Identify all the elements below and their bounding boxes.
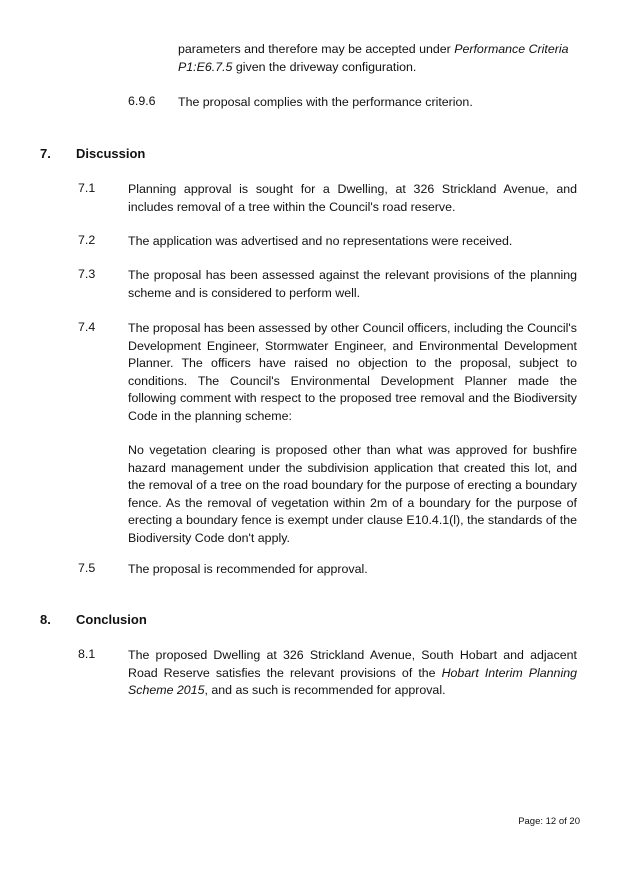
planning-scheme-reference: Hobart Interim Planning Scheme 2015 — [128, 665, 577, 697]
item-number-7-2: 7.2 — [78, 233, 96, 247]
item-text-8-1 — [128, 647, 577, 700]
continuation-text-end: given the driveway configuration. — [232, 59, 417, 74]
section-7-title: Discussion — [76, 146, 146, 161]
conclusion-text-start: The proposed Dwelling at 326 Strickland Avenue, South Hobart and adjacent Road Reserve satisfies the relevant provisions of the — [128, 648, 577, 680]
section-8-title: Conclusion — [76, 612, 147, 627]
performance-criteria-reference: Performance Criteria P1:E6.7.5 — [178, 42, 569, 74]
item-text-7-2: The application was advertised and no representations were received. — [128, 234, 513, 248]
section-7-number: 7. — [40, 146, 51, 161]
item-number-7-1: 7.1 — [78, 181, 96, 195]
item-text-7-3: The proposal has been assessed against the relevant provisions of the planning scheme and is considered to perform well. — [128, 268, 577, 300]
item-text-7-4: The proposal has been assessed by other Council officers, including the Council's Development Engineer, Stormwater Engineer, and Environmental Development Planner. The officers have raised no objection to the proposal, subject to conditions. The Council's Environmental Development Planner made the following comment with respect to the proposed tree removal and the Biodiversity Code in the planning scheme: — [128, 321, 577, 423]
page-number: Page: 12 of 20 — [518, 816, 580, 827]
item-text-7-5: The proposal is recommended for approval. — [128, 562, 368, 576]
conclusion-text-end: , and as such is recommended for approval. — [204, 683, 446, 697]
item-text-6-9-6: The proposal complies with the performance criterion. — [178, 95, 473, 109]
biodiversity-comment-quote: No vegetation clearing is proposed other than what was approved for bushfire hazard management under the subdivision application that created this lot, and the removal of a tree on the road boundary for the purpose of erecting a boundary fence. As the removal of vegetation within 2m of a boundary for the purpose of erecting a boundary fence is exempt under clause E10.4.1(l), the standards of the Biodiversity Code don't apply. — [128, 443, 577, 545]
continuation-text-start: parameters and therefore may be accepted under — [178, 42, 455, 56]
item-number-7-5: 7.5 — [78, 561, 96, 575]
continuation-paragraph — [178, 41, 576, 76]
item-number-8-1: 8.1 — [78, 647, 96, 661]
item-number-6-9-6: 6.9.6 — [128, 94, 156, 108]
section-8-number: 8. — [40, 612, 51, 627]
item-number-7-3: 7.3 — [78, 267, 96, 281]
item-text-7-1: Planning approval is sought for a Dwelling, at 326 Strickland Avenue, and includes removal of a tree within the Council's road reserve. — [128, 182, 577, 214]
item-number-7-4: 7.4 — [78, 320, 96, 334]
